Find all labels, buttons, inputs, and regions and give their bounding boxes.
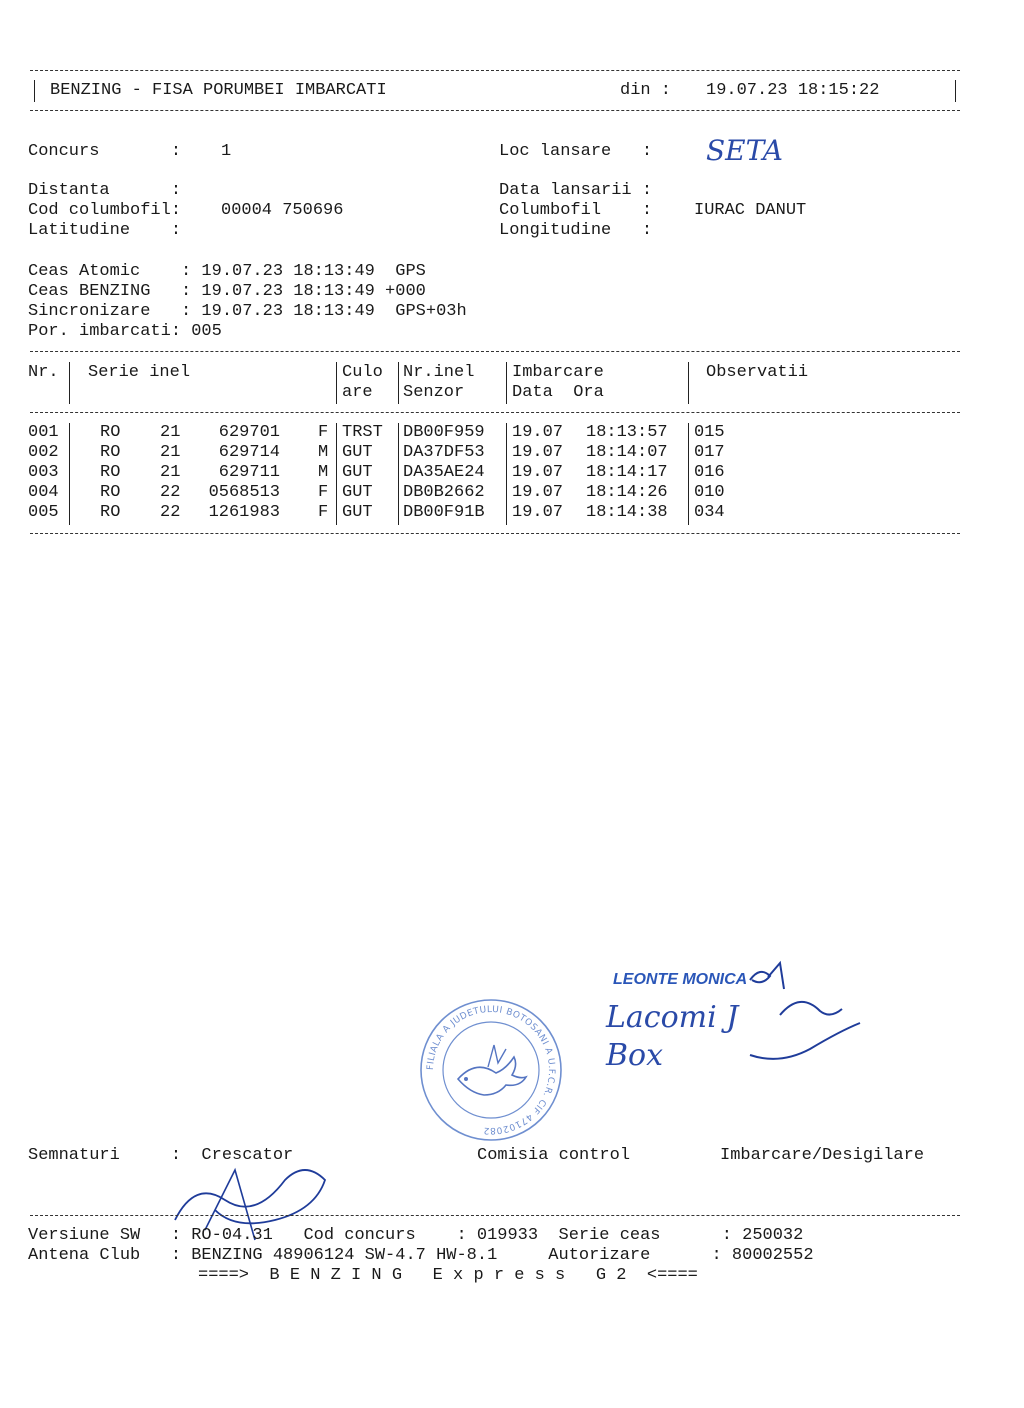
ceas-benzing-line: Ceas BENZING : 19.07.23 18:13:49 +000 <box>28 282 426 301</box>
row-color: GUT <box>342 443 373 462</box>
row-country: RO <box>100 463 121 482</box>
imbarcare-desigilare: Imbarcare/Desigilare <box>720 1146 925 1165</box>
row-sex: F <box>318 503 329 522</box>
club-stamp <box>418 997 564 1143</box>
col-observatii: Observatii <box>706 363 809 382</box>
header-right-bar <box>955 80 956 102</box>
loc-lansare-label: Loc lansare : <box>499 142 653 161</box>
col-sep <box>336 423 337 525</box>
row-country: RO <box>100 423 121 442</box>
col-inel-2: Senzor <box>403 383 465 402</box>
col-culoare-2: are <box>342 383 373 402</box>
row-ring: 629701 <box>218 423 280 442</box>
table-bottom-rule <box>30 533 960 534</box>
row-color: GUT <box>342 463 373 482</box>
print-date: 19.07.23 18:15:22 <box>706 81 880 100</box>
distanta-label: Distanta : <box>28 181 182 200</box>
row-sensor: DB00F91B <box>403 503 485 522</box>
columbofil-value: IURAC DANUT <box>694 201 807 220</box>
semnaturi-crescator: Semnaturi : Crescator <box>28 1146 294 1165</box>
porumbei-imbarcati-line: Por. imbarcati: 005 <box>28 322 222 341</box>
row-ring: 629711 <box>218 463 280 482</box>
header-top-rule <box>30 70 960 71</box>
row-sex: M <box>318 443 329 462</box>
signature-line-2: Box <box>606 1038 664 1073</box>
signature-scribbles <box>600 955 870 1085</box>
col-sep <box>506 423 507 525</box>
row-sensor: DA35AE24 <box>403 463 485 482</box>
row-year: 21 <box>160 463 181 482</box>
cod-columbofil-value: 00004 750696 <box>221 201 344 220</box>
row-date: 19.07 <box>512 463 564 482</box>
row-obs: 010 <box>694 483 725 502</box>
latitudine-label: Latitudine : <box>28 221 182 240</box>
row-date: 19.07 <box>512 443 564 462</box>
col-nr: Nr. <box>28 363 59 382</box>
col-culoare-1: Culo <box>342 363 383 382</box>
row-ring: 1261983 <box>208 503 280 522</box>
row-year: 22 <box>160 483 181 502</box>
row-ring: 629714 <box>218 443 280 462</box>
benzing-express-banner: ====> B E N Z I N G E x p r e s s G 2 <==== <box>198 1266 698 1285</box>
row-country: RO <box>100 443 121 462</box>
col-sep <box>69 423 70 525</box>
row-sensor: DB0B2662 <box>403 483 485 502</box>
col-sep <box>688 423 689 525</box>
row-date: 19.07 <box>512 483 564 502</box>
antena-line: Antena Club : BENZING 48906124 SW-4.7 HW-8.1 Autorizare : 80002552 <box>28 1246 814 1265</box>
row-sex: M <box>318 463 329 482</box>
row-nr: 005 <box>28 503 59 522</box>
sincronizare-line: Sincronizare : 19.07.23 18:13:49 GPS+03h <box>28 302 467 321</box>
row-country: RO <box>100 503 121 522</box>
versiune-line: Versiune SW : RO-04.31 Cod concurs : 019933 Serie ceas : 250032 <box>28 1226 804 1245</box>
col-sep <box>506 362 507 404</box>
col-imbarcare-2: Data Ora <box>512 383 604 402</box>
table-header-rule <box>30 412 960 413</box>
document-title: BENZING - FISA PORUMBEI IMBARCATI <box>50 81 387 100</box>
row-nr: 002 <box>28 443 59 462</box>
columbofil-label: Columbofil : <box>499 201 653 220</box>
header-left-bar <box>34 80 35 102</box>
row-color: GUT <box>342 503 373 522</box>
row-time: 18:14:17 <box>586 463 668 482</box>
date-label: din : <box>620 81 672 100</box>
name-stamp: LEONTE MONICA <box>613 971 748 988</box>
loc-lansare-handwritten: SETA <box>706 134 783 167</box>
row-nr: 001 <box>28 423 59 442</box>
stamp-text: FILIALA A JUDETULUI BOTOSANI A U.F.C.R. CIF 47102082 <box>425 1004 557 1136</box>
row-nr: 004 <box>28 483 59 502</box>
row-obs: 015 <box>694 423 725 442</box>
concurs-value: 1 <box>221 142 232 161</box>
col-imbarcare-1: Imbarcare <box>512 363 604 382</box>
row-time: 18:14:38 <box>586 503 668 522</box>
row-obs: 016 <box>694 463 725 482</box>
row-time: 18:14:07 <box>586 443 668 462</box>
row-sensor: DB00F959 <box>403 423 485 442</box>
row-ring: 0568513 <box>208 483 280 502</box>
table-top-rule <box>30 351 960 352</box>
longitudine-label: Longitudine : <box>499 221 653 240</box>
col-sep <box>398 423 399 525</box>
row-country: RO <box>100 483 121 502</box>
row-date: 19.07 <box>512 503 564 522</box>
col-serie: Serie inel <box>88 363 191 382</box>
col-sep <box>688 362 689 404</box>
row-color: GUT <box>342 483 373 502</box>
row-year: 21 <box>160 443 181 462</box>
row-year: 22 <box>160 503 181 522</box>
col-sep <box>336 362 337 404</box>
row-date: 19.07 <box>512 423 564 442</box>
cod-columbofil-label: Cod columbofil: <box>28 201 182 220</box>
row-time: 18:14:26 <box>586 483 668 502</box>
concurs-label: Concurs : <box>28 142 182 161</box>
row-year: 21 <box>160 423 181 442</box>
row-obs: 034 <box>694 503 725 522</box>
col-inel-1: Nr.inel <box>403 363 475 382</box>
row-nr: 003 <box>28 463 59 482</box>
row-sex: F <box>318 423 329 442</box>
row-obs: 017 <box>694 443 725 462</box>
row-sex: F <box>318 483 329 502</box>
row-color: TRST <box>342 423 383 442</box>
row-sensor: DA37DF53 <box>403 443 485 462</box>
header-bottom-rule <box>30 110 960 111</box>
data-lansarii-label: Data lansarii : <box>499 181 653 200</box>
col-sep <box>398 362 399 404</box>
row-time: 18:13:57 <box>586 423 668 442</box>
footer-rule <box>30 1215 960 1216</box>
ceas-atomic-line: Ceas Atomic : 19.07.23 18:13:49 GPS <box>28 262 426 281</box>
comisia-control: Comisia control <box>477 1146 631 1165</box>
signature-line-1: Lacomi J <box>606 1000 739 1035</box>
col-sep <box>69 362 70 404</box>
